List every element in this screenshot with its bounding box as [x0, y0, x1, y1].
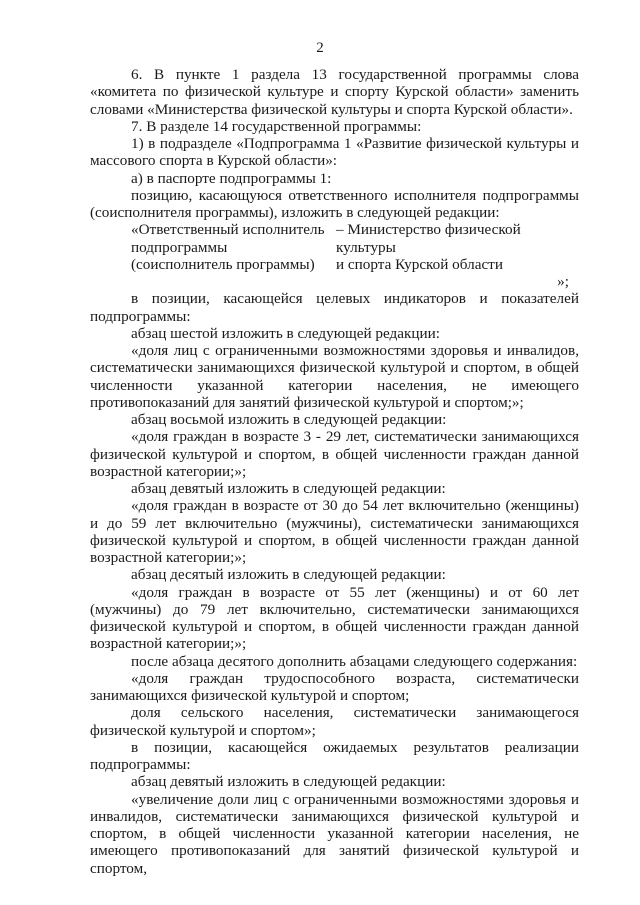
passport-table-dash: – — [336, 221, 344, 239]
paragraph: а) в паспорте подпрограммы 1: — [131, 169, 332, 187]
paragraph: «доля граждан в возрасте от 55 лет (женщины) и от 60 лет (мужчины) до 79 лет включительно, систематически занимающихся физической культурой и спортом, в общей численности граждан данной возрастной категории;»; — [90, 583, 579, 653]
paragraph: абзац десятый изложить в следующей редакции: — [131, 566, 446, 584]
passport-table-cell — [336, 221, 579, 256]
paragraph: «доля граждан в возрасте от 30 до 54 лет включительно (женщины) и до 59 лет включительно (мужчины), систематически занимающихся физической культурой и спортом, в общей численности граждан данной возрастной категории;»; — [90, 497, 579, 566]
paragraph: «доля граждан в возрасте 3 - 29 лет, систематически занимающихся физической культурой и спортом, в общей численности граждан данной возрастной категории;»; — [90, 428, 579, 480]
paragraph: 7. В разделе 14 государственной программы: — [131, 117, 422, 135]
paragraph: «доля лиц с ограниченными возможностями здоровья и инвалидов, систематически занимающихся физической культурой и спортом, в общей численности указанной категории населения, не имеющего противопоказаний для занятий физической культурой и спортом;»; — [90, 342, 579, 411]
paragraph: после абзаца десятого дополнить абзацами следующего содержания: — [131, 652, 578, 670]
passport-table-cell: «Ответственный исполнитель — [131, 221, 325, 239]
passport-table-value: Министерство физической культуры — [336, 221, 521, 256]
passport-table-cell: и спорта Курской области — [336, 255, 503, 273]
passport-table-cell: подпрограммы — [131, 238, 228, 256]
page-number: 2 — [316, 40, 324, 56]
paragraph: в позиции, касающейся целевых индикаторов и показателей подпрограммы: — [90, 290, 579, 325]
passport-table-cell: (соисполнитель программы) — [131, 255, 315, 273]
passport-table-left-column — [90, 221, 336, 290]
passport-table-close: »; — [557, 273, 569, 290]
paragraph: «доля граждан трудоспособного возраста, систематически занимающихся физической культурой и спортом; — [90, 669, 579, 704]
paragraph: в позиции, касающейся ожидаемых результатов реализации подпрограммы: — [90, 738, 579, 773]
paragraph: абзац девятый изложить в следующей редакции: — [131, 480, 446, 497]
paragraph: «увеличение доли лиц с ограниченными возможностями здоровья и инвалидов, систематически занимающихся физической культурой и спортом, в общей численности указанной категории населения, не имеющего противопоказаний для занятий физической культурой и спортом, — [90, 790, 579, 877]
passport-table-right-column — [336, 221, 579, 290]
paragraph: 1) в подразделе «Подпрограмма 1 «Развитие физической культуры и массового спорта в Курской области»: — [90, 135, 579, 170]
paragraph: доля сельского населения, систематически занимающегося физической культурой и спортом»; — [90, 704, 579, 739]
paragraph: 6. В пункте 1 раздела 13 государственной программы слова «комитета по физической культуре и спорту Курской области» заменить словами «Министерства физической культуры и спорта Курской области». — [90, 66, 579, 118]
paragraph: позицию, касающуюся ответственного исполнителя подпрограммы (соисполнителя программы), изложить в следующей редакции: — [90, 186, 579, 221]
paragraph: абзац девятый изложить в следующей редакции: — [131, 773, 446, 791]
passport-table — [90, 221, 579, 290]
paragraph: абзац шестой изложить в следующей редакции: — [131, 324, 440, 342]
document-body — [90, 66, 579, 877]
paragraph: абзац восьмой изложить в следующей редакции: — [131, 411, 447, 428]
